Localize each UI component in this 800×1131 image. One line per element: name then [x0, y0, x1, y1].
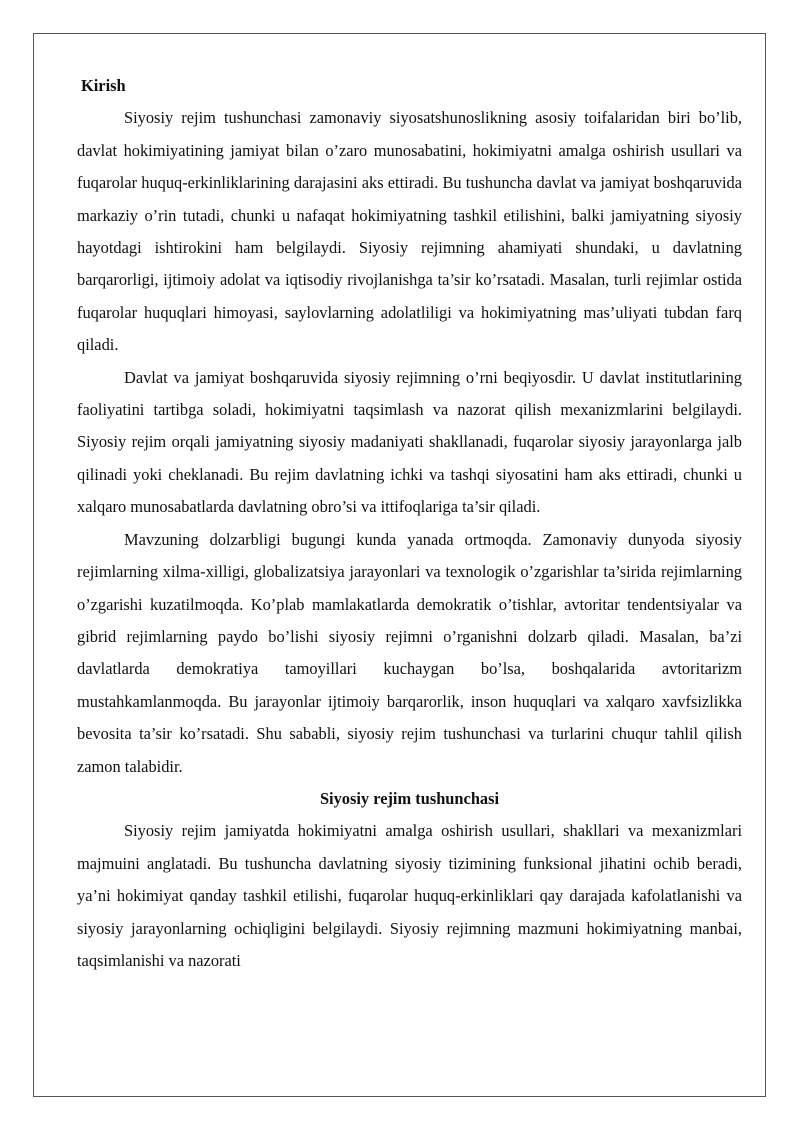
section-title: Siyosiy rejim tushunchasi — [319, 788, 500, 808]
intro-paragraph-1: Siyosiy rejim tushunchasi zamonaviy siyosatshunoslikning asosiy toifalaridan biri bo’lib, davlat hokimiyatining jamiyat bilan o’zaro munosabatini, hokimiyatni amalga oshirish usullari va fuqarolar huquq-erkinliklarining darajasini aks ettiradi. Bu tushuncha davlat va jamiyat boshqaruvida markaziy o’rin tutadi, chunki u nafaqat hokimiyatning tashkil etilishini, balki jamiyatning siyosiy hayotdagi ishtirokini ham belgilaydi. Siyosiy rejimning ahamiyati shundaki, u davlatning barqarorligi, ijtimoiy adolat va iqtisodiy rivojlanishga ta’sir ko’rsatadi. Masalan, turli rejimlar ostida fuqarolar huquqlari himoyasi, saylovlarning adolatliligi va hokimiyatning mas’uliyati tubdan farq qiladi. — [77, 108, 742, 355]
heading-kirish: Kirish — [81, 76, 126, 95]
intro-paragraph-2: Davlat va jamiyat boshqaruvida siyosiy rejimning o’rni beqiyosdir. U davlat institutlarining faoliyatini tartibga soladi, hokimiyatni taqsimlash va nazorat qilish mexanizmlarini belgilaydi. Siyosiy rejim orqali jamiyatning siyosiy madaniyati shakllanadi, fuqarolar siyosiy jarayonlarga jalb qilinadi yoki cheklanadi. Bu rejim davlatning ichki va tashqi siyosatini ham aks ettiradi, chunki u xalqaro munosabatlarda davlatning obro’si va ittifoqlariga ta’sir qiladi. — [77, 367, 742, 517]
intro-paragraph-3: Mavzuning dolzarbligi bugungi kunda yanada ortmoqda. Zamonaviy dunyoda siyosiy rejimlarning xilma-xilligi, globalizatsiya jarayonlari va texnologik o’zgarishlar ta’sirida rejimlarning o’zgarishi kuzatilmoqda. Ko’plab mamlakatlarda demokratik o’tishlar, avtoritar tendentsiyalar va gibrid rejimlarning paydo bo’lishi siyosiy rejimni o’rganishni dolzarb qiladi. Masalan, ba’zi davlatlarda demokratiya tamoyillari kuchaygan bo’lsa, boshqalarida avtoritarizm mustahkamlanmoqda. Bu jarayonlar ijtimoiy barqarorlik, inson huquqlari va xalqaro xavfsizlikka bevosita ta’sir ko’rsatadi. Shu sababli, siyosiy rejim tushunchasi va turlarini chuqur tahlil qilish zamon talabidir. — [77, 529, 742, 776]
document-body — [77, 70, 742, 977]
section-paragraph-1: Siyosiy rejim jamiyatda hokimiyatni amalga oshirish usullari, shakllari va mexanizmlari majmuini anglatadi. Bu tushuncha davlatning siyosiy tizimining funksional jihatini ochib beradi, ya’ni hokimiyat qanday tashkil etilishi, fuqarolar huquq-erkinliklari qay darajada kafolatlanishi va siyosiy jarayonlarning ochiqligini belgilaydi. Siyosiy rejimning mazmuni hokimiyatning manbai, taqsimlanishi va nazorati — [77, 821, 742, 970]
